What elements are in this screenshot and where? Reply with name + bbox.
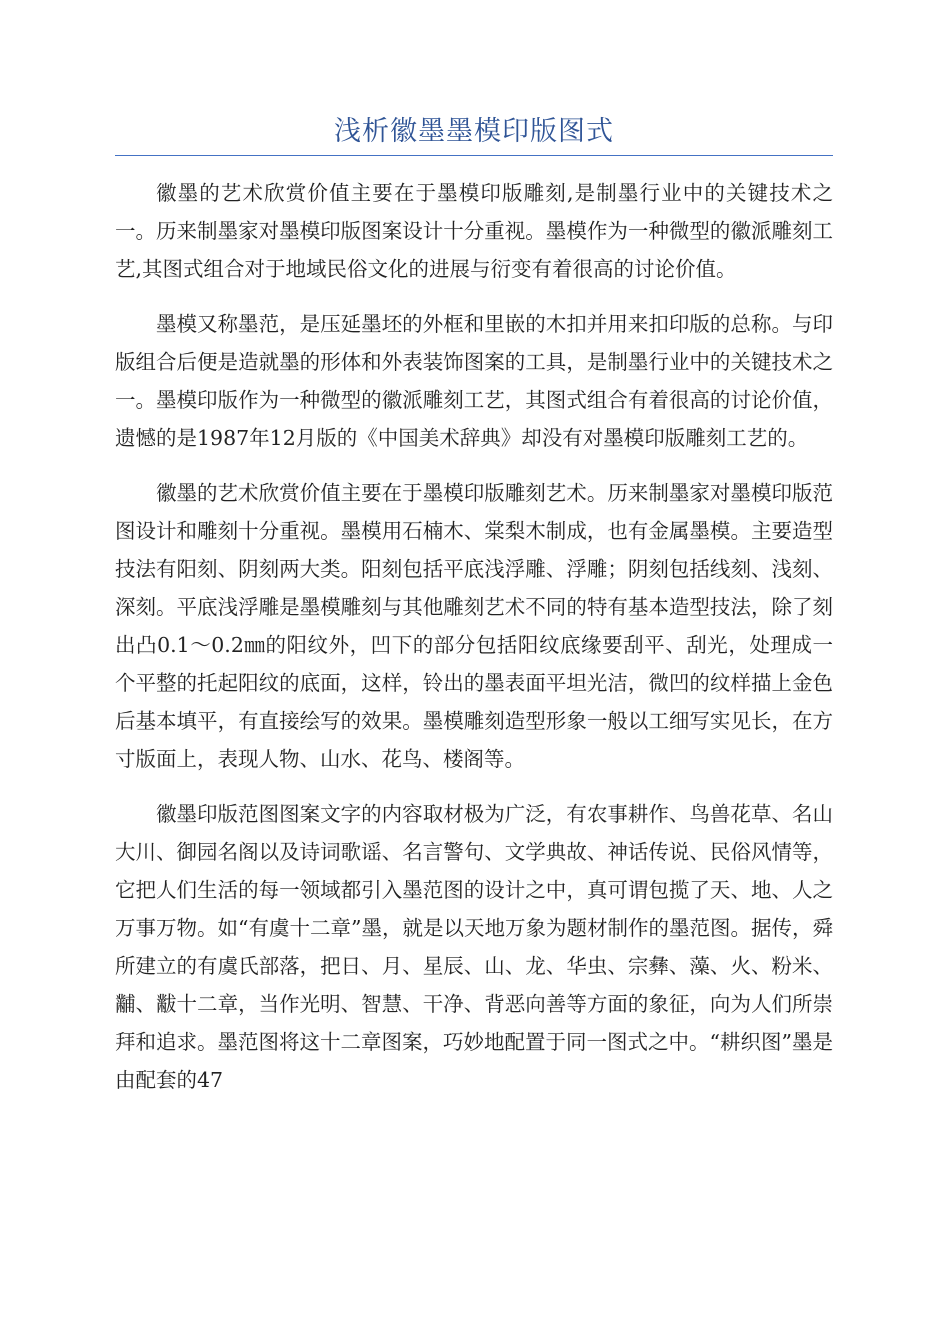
paragraph-4: 徽墨印版范图图案文字的内容取材极为广泛，有农事耕作、鸟兽花草、名山大川、御园名阁以及诗词歌谣、名言警句、文学典故、神话传说、民俗风情等，它把人们生活的每一领域都引入墨范图的设计之中，真可谓包揽了天、地、人之万事万物。如“有虞十二章”墨，就是以天地万象为题材制作的墨范图。据传，舜所建立的有虞氏部落，把日、月、星辰、山、龙、华虫、宗彝、藻、火、粉米、黼、黻十二章，当作光明、智慧、干净、背恶向善等方面的象征，向为人们所崇拜和追求。墨范图将这十二章图案，巧妙地配置于同一图式之中。“耕织图”墨是由配套的47 [115,802,833,1092]
document-title: 浅析徽墨墨模印版图式 [334,116,614,147]
paragraph-2: 墨模又称墨范，是压延墨坯的外框和里嵌的木扣并用来扣印版的总称。与印版组合后便是造就墨的形体和外表装饰图案的工具，是制墨行业中的关键技术之一。墨模印版作为一种微型的徽派雕刻工艺，其图式组合有着很高的讨论价值，遗憾的是1987年12月版的《中国美术辞典》却没有对墨模印版雕刻工艺的。 [115,312,833,450]
document-body [115,174,833,1116]
title-underline [115,155,833,156]
paragraph-3: 徽墨的艺术欣赏价值主要在于墨模印版雕刻艺术。历来制墨家对墨模印版范图设计和雕刻十分重视。墨模用石楠木、棠梨木制成，也有金属墨模。主要造型技法有阳刻、阴刻两大类。阳刻包括平底浅浮雕、浮雕；阴刻包括线刻、浅刻、深刻。平底浅浮雕是墨模雕刻与其他雕刻艺术不同的特有基本造型技法，除了刻出凸0.1～0.2㎜的阳纹外，凹下的部分包括阳纹底缘要刮平、刮光，处理成一个平整的托起阳纹的底面，这样，铃出的墨表面平坦光洁，微凹的纹样描上金色后基本填平，有直接绘写的效果。墨模雕刻造型形象一般以工细写实见长，在方寸版面上，表现人物、山水、花鸟、楼阁等。 [115,481,833,771]
paragraph-1: 徽墨的艺术欣赏价值主要在于墨模印版雕刻,是制墨行业中的关键技术之一。历来制墨家对墨模印版图案设计十分重视。墨模作为一种微型的徽派雕刻工艺,其图式组合对于地域民俗文化的进展与衍变有着很高的讨论价值。 [115,181,833,281]
